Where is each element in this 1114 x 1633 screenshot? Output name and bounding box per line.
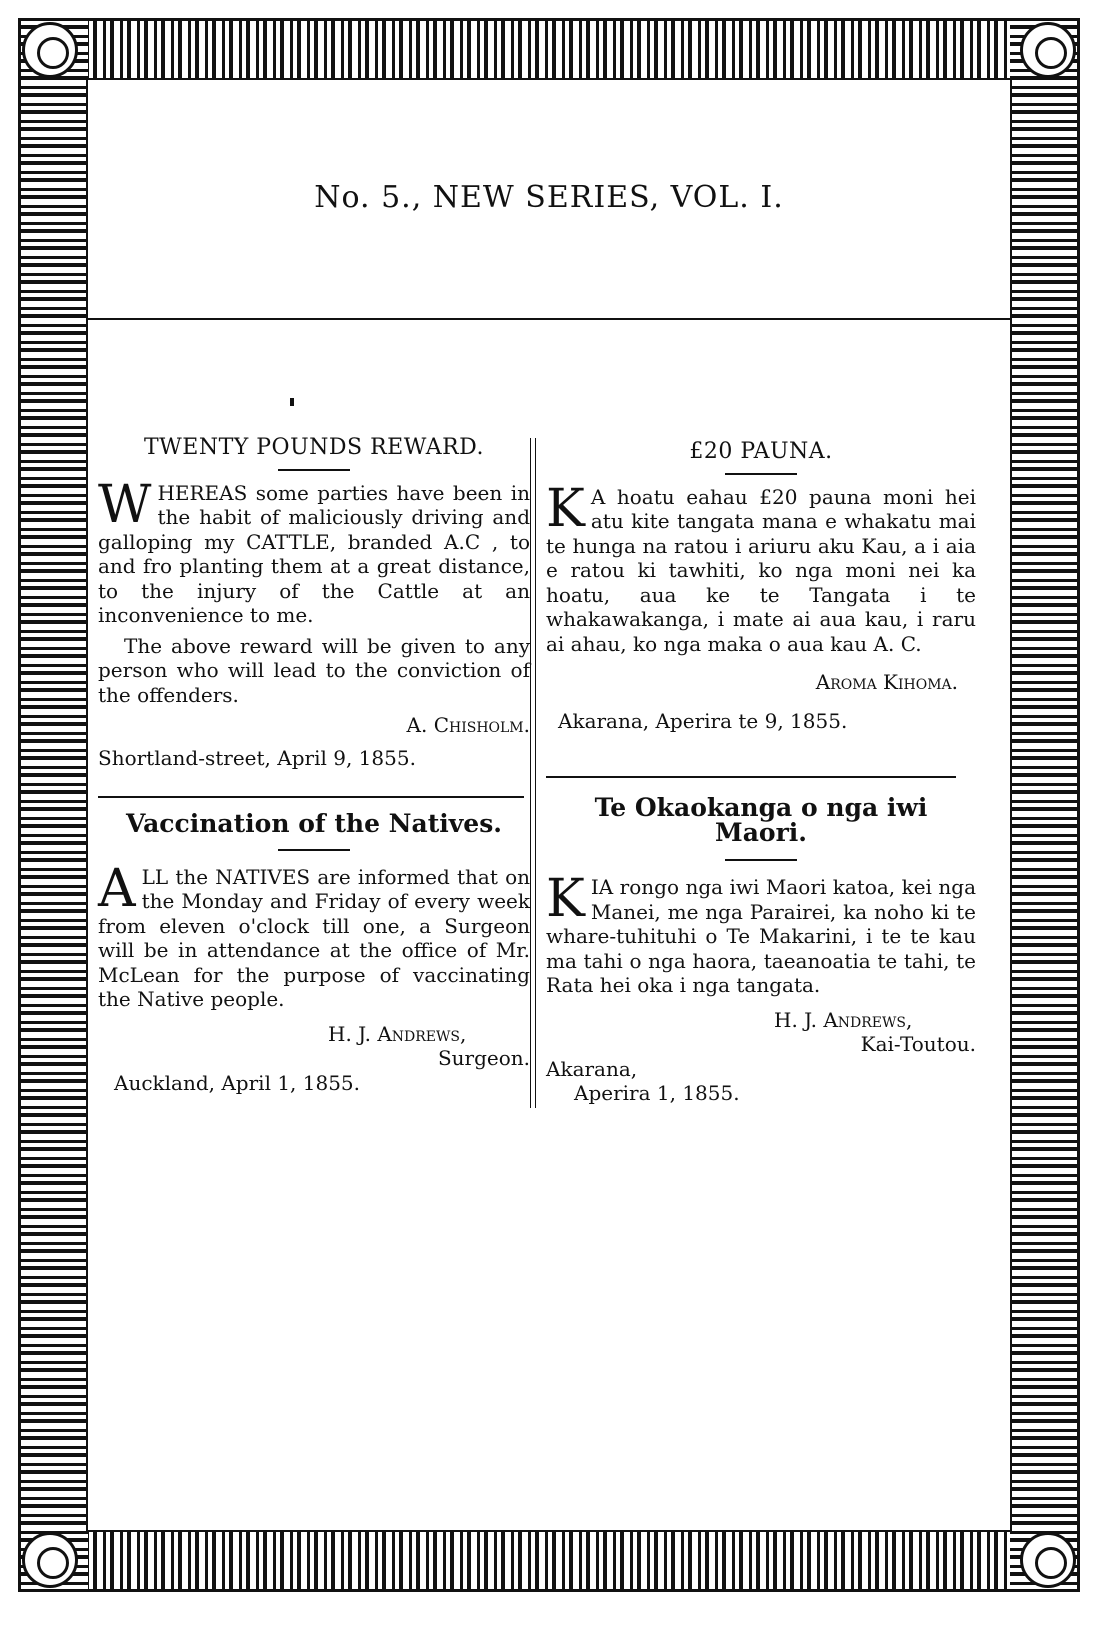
reward-title: TWENTY POUNDS REWARD. — [143, 435, 485, 460]
title-rule — [278, 849, 350, 851]
section-rule-left — [98, 796, 524, 798]
header-rule — [86, 318, 1012, 320]
reward-signature: A. Chisholm. — [406, 713, 530, 737]
vaccination-body: ALL the NATIVES are informed that on the Monday and Friday of every week from eleven o'clock till one, a Surgeon will be in attendance at the office of Mr. McLean for the purpose of vaccinating the Native people. — [98, 858, 530, 1011]
column-divider — [530, 438, 536, 1108]
title-rule — [278, 469, 350, 471]
reward-notice — [98, 436, 530, 770]
title-rule — [725, 859, 797, 861]
okaokanga-signature: H. J. Andrews, — [774, 1007, 913, 1032]
okaokanga-notice — [546, 793, 976, 1106]
okaokanga-dateline-date: Aperira 1, 1855. — [574, 1081, 740, 1105]
section-rule-right — [546, 776, 956, 778]
drop-cap: K — [546, 478, 585, 539]
drop-cap: W — [98, 474, 152, 535]
corner-ornament-top-left — [22, 22, 78, 78]
corner-ornament-bottom-left — [22, 1532, 78, 1588]
pauna-signature: Aroma Kihoma. — [815, 670, 958, 694]
vaccination-title: Vaccination of the Natives. — [126, 809, 502, 838]
reward-offer: The above reward will be given to any person who will lead to the conviction of the offenders. — [98, 633, 530, 707]
okaokanga-title: Te Okaokanga o nga iwi Maori. — [594, 793, 928, 847]
vaccination-role: Surgeon. — [437, 1046, 530, 1070]
pauna-dateline: Akarana, Aperira te 9, 1855. — [558, 708, 848, 733]
reward-body: WHEREAS some parties have been in the habit of maliciously driving and galloping my CATTLE, branded A.C , to and fro planting them at a great distance, to the injury of the Cattle at an inconvenience to me. — [98, 474, 530, 627]
drop-cap: K — [546, 869, 585, 929]
reward-dateline: Shortland-street, April 9, 1855. — [98, 745, 416, 770]
pauna-body: K A hoatu eahau £20 pauna moni hei atu kite tangata mana e whakatu mai te hunga na ratou i ariuru aku Kau, a i aia e ratou ki tawhiti, ko nga moni nei ka hoatu, aua ke te Tangata i te whakawakanga, i mate ai aua kau, i raru ai ahau, ko nga maka o aua kau A. C. — [546, 478, 976, 656]
vaccination-notice — [98, 809, 530, 1095]
title-rule — [725, 473, 797, 475]
issue-heading: No. 5., NEW SERIES, VOL. I. — [314, 180, 784, 215]
printer-mark — [290, 398, 294, 406]
okaokanga-body: KIA rongo nga iwi Maori katoa, kei nga Manei, me nga Parairei, ka noho ki te whare-tuhituhi o Te Makarini, i te te kau ma tahi o nga haora, taeanoatia te tahi, te Rata hei oka i nga tangata. — [546, 869, 976, 997]
okaokanga-role: Kai-Toutou. — [860, 1032, 976, 1056]
corner-ornament-bottom-right — [1020, 1532, 1076, 1588]
drop-cap: A — [98, 858, 136, 919]
pauna-notice — [546, 440, 976, 733]
vaccination-signature: H. J. Andrews, — [328, 1021, 467, 1046]
vaccination-dateline: Auckland, April 1, 1855. — [114, 1070, 361, 1095]
pauna-title: £20 PAUNA. — [689, 439, 833, 464]
corner-ornament-top-right — [1020, 22, 1076, 78]
okaokanga-dateline-place: Akarana, — [546, 1056, 638, 1081]
